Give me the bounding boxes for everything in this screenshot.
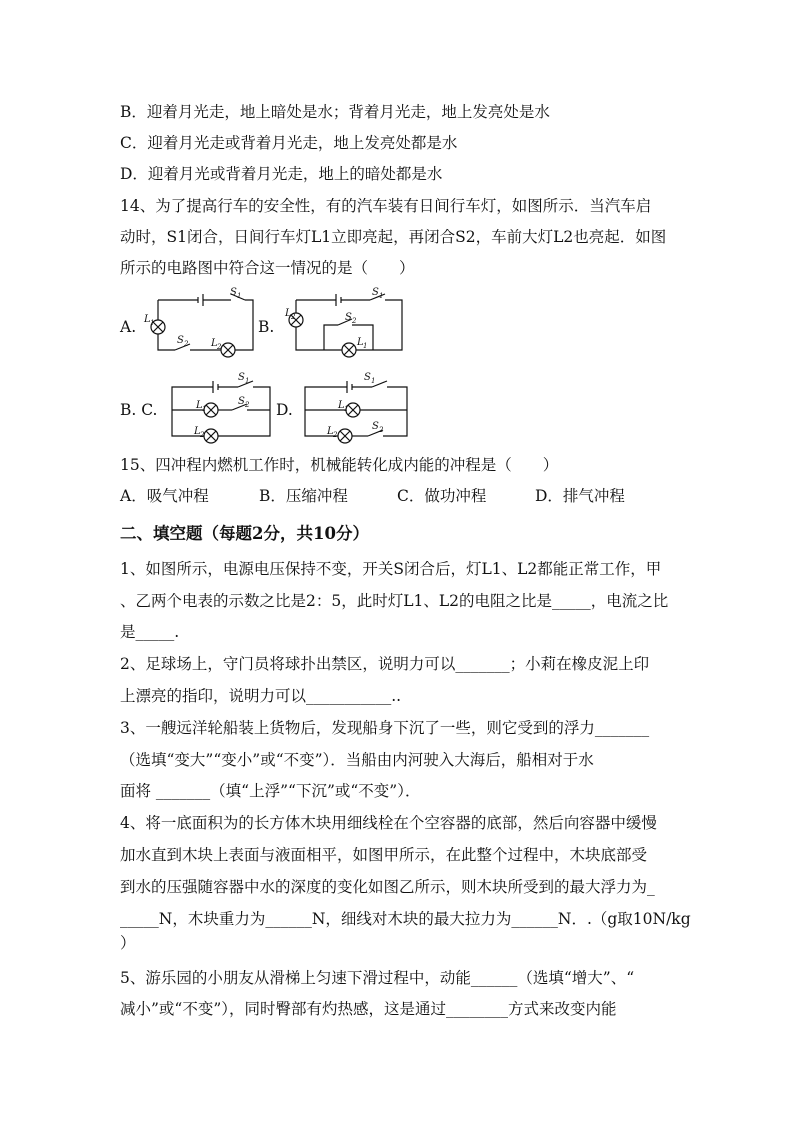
circuit-label-bc: B. C. [120, 401, 158, 419]
label-s2-b-sub: 2 [352, 317, 357, 325]
label-s2-d-sub: 2 [379, 426, 384, 434]
label-s1-c: S [238, 372, 245, 383]
fill-q3-line-1: 3、一艘远洋轮船装上货物后，发现船身下沉了一些，则它受到的浮力_______ [120, 719, 650, 737]
label-l1-d: L [338, 400, 345, 411]
label-s2-c: S [238, 396, 245, 407]
label-l2-d: L [327, 426, 334, 437]
label-l2-a: L [211, 338, 218, 349]
q15-option-a: A．吸气冲程 [120, 487, 209, 505]
label-l2-c-sub: 2 [200, 431, 205, 439]
option-b-prev: B．迎着月光走，地上暗处是水；背着月光走，地上发亮处是水 [120, 103, 550, 121]
fill-q5-line-1: 5、游乐园的小朋友从滑梯上匀速下滑过程中，动能______（选填“增大”、“ [120, 969, 635, 987]
fill-q1-line-1: 1、如图所示，电源电压保持不变，开关S闭合后，灯L1、L2都能正常工作，甲 [120, 560, 662, 578]
label-l2-c: L [194, 426, 201, 437]
label-l2-b-sub: 2 [291, 313, 296, 321]
section-2-title: 二、填空题（每题2分，共10分） [120, 524, 369, 543]
fill-q4-line-2: 加水直到木块上表面与液面相平，如图甲所示，在此整个过程中，木块底部受 [120, 846, 648, 864]
label-l1-b-sub: 1 [363, 342, 368, 350]
label-s2-a-sub: 2 [184, 340, 189, 348]
circuit-label-b: B. [258, 318, 275, 336]
q15-option-c: C．做功冲程 [397, 487, 487, 505]
fill-q4-line-4: _____N，木块重力为______N，细线对木块的最大拉力为______N．.（g取10N/kg [120, 910, 691, 928]
fill-q1-line-3: 是_____. [120, 623, 180, 641]
label-l1-b: L [357, 337, 364, 348]
circuit-label-a: A. [120, 318, 137, 336]
label-l1-a: L [144, 314, 151, 325]
circuit-a [151, 294, 253, 357]
label-s2-b: S [345, 312, 352, 323]
option-c-prev: C．迎着月光走或背着月光走，地上发亮处都是水 [120, 134, 458, 152]
q15-option-d: D．排气冲程 [535, 487, 625, 505]
fill-q4-line-3: 到水的压强随容器中水的深度的变化如图乙所示，则木块所受到的最大浮力为_ [120, 878, 655, 896]
label-s1-b-sub: 1 [379, 292, 384, 300]
label-s1-c-sub: 1 [245, 377, 250, 385]
fill-q1-line-2: 、乙两个电表的示数之比是2：5，此时灯L1、L2的电阻之比是_____，电流之比 [120, 592, 669, 610]
circuit-label-d: D. [276, 401, 293, 419]
circuit-diagrams [0, 0, 794, 460]
option-d-prev: D．迎着月光或背着月光走，地上的暗处都是水 [120, 165, 443, 183]
label-l1-c: L [196, 400, 203, 411]
fill-q3-line-2: （选填“变大”“变小”或“不变”）．当船由内河驶入大海后，船相对于水 [120, 751, 594, 769]
label-l2-d-sub: 2 [333, 431, 338, 439]
fill-q4-line-1: 4、将一底面积为的长方体木块用细线栓在个空容器的底部，然后向容器中缓慢 [120, 814, 657, 832]
fill-q2-line-2: 上漂亮的指印，说明力可以___________.. [120, 687, 402, 705]
label-s1-d: S [364, 372, 371, 383]
fill-q4-line-5: ） [120, 934, 136, 952]
q15-stem: 15、四冲程内燃机工作时，机械能转化成内能的冲程是（ ） [120, 456, 559, 474]
fill-q2-line-1: 2、足球场上，守门员将球扑出禁区，说明力可以_______；小莉在橡皮泥上印 [120, 655, 650, 673]
label-s2-a: S [177, 335, 184, 346]
label-s1-a-sub: 1 [237, 292, 242, 300]
fill-q3-line-3: 面将 _______（填“上浮”“下沉”或“不变”）． [120, 782, 421, 800]
q14-line-2: 动时，S1闭合，日间行车灯L1立即亮起，再闭合S2，车前大灯L2也亮起．如图 [120, 228, 667, 246]
label-s2-c-sub: 2 [245, 401, 250, 409]
q14-line-1: 14、为了提高行车的安全性，有的汽车装有日间行车灯，如图所示．当汽车启 [120, 197, 652, 215]
label-l2-a-sub: 2 [217, 343, 222, 351]
q14-line-3: 所示的电路图中符合这一情况的是（ ） [120, 259, 415, 277]
label-l1-c-sub: 1 [202, 405, 207, 413]
label-s2-d: S [372, 421, 379, 432]
label-l2-b: L [285, 308, 292, 319]
circuit-c [172, 381, 270, 443]
q15-option-b: B．压缩冲程 [259, 487, 348, 505]
circuit-d [305, 381, 407, 443]
label-s1-a: S [230, 287, 237, 298]
label-s1-d-sub: 1 [371, 377, 376, 385]
circuit-b [289, 294, 402, 357]
label-s1-b: S [372, 287, 379, 298]
label-l1-d-sub: 1 [344, 405, 349, 413]
label-l1-a-sub: 1 [150, 319, 155, 327]
fill-q5-line-2: 减小”或“不变”），同时臀部有灼热感，这是通过________方式来改变内能 [120, 1000, 617, 1018]
